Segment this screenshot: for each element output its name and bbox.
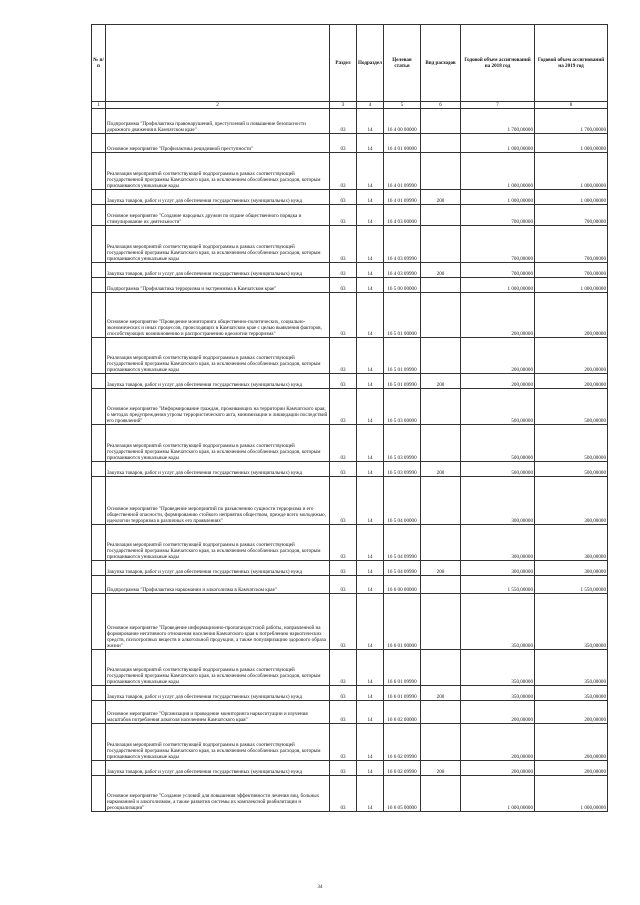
csr-cell: 16 5 03 00000 [384, 389, 421, 425]
name-cell: Реализация мероприятий соответствующей подпрограммы в рамках соответствующей государственной программы Камчатского края, за исключением обособленных расходов, которым присваиваются уникальные коды [106, 226, 330, 263]
podrazdel-cell: 14 [357, 389, 384, 425]
table-row [92, 776, 608, 812]
header-razdel: Раздел [330, 25, 357, 102]
amount-2018-cell: 200,00000 [461, 701, 535, 724]
name-cell: Закупка товаров, работ и услуг для обеспечения государственных (муниципальных) нужд [106, 190, 330, 205]
podrazdel-cell: 14 [357, 724, 384, 761]
name-cell: Подпрограмма "Профилактика терроризма и экстремизма в Камчатском крае" [106, 278, 330, 293]
name-cell: Основное мероприятие "Проведение мероприятий по разъяснению сущности терроризма и его общественной опасности, формированию стойкого неприятия обществом, прежде всего молодежью, идеологии терроризма в различных его проявлениях" [106, 477, 330, 525]
podrazdel-cell: 14 [357, 701, 384, 724]
name-cell: Основное мероприятие "Создание условий для повышения эффективности лечения лиц, больных наркоманией и алкоголизмом, а также развития системы их комплексной реабилитации и ресоциализации" [106, 776, 330, 812]
razdel-cell: 03 [330, 561, 357, 576]
vr-cell [421, 776, 461, 812]
table-row [92, 701, 608, 724]
table-row [92, 477, 608, 525]
podrazdel-cell: 14 [357, 650, 384, 686]
podrazdel-cell: 14 [357, 462, 384, 477]
podrazdel-cell: 14 [357, 190, 384, 205]
amount-2018-cell: 300,00000 [461, 477, 535, 525]
vr-cell [421, 109, 461, 134]
name-cell: Реализация мероприятий соответствующей подпрограммы в рамках соответствующей государственной программы Камчатского края, за исключением обособленных расходов, которым присваиваются уникальные коды [106, 650, 330, 686]
razdel-cell: 03 [330, 226, 357, 263]
podrazdel-cell: 14 [357, 477, 384, 525]
amount-2019-cell: 350,00000 [535, 650, 608, 686]
podrazdel-cell: 14 [357, 205, 384, 226]
csr-cell: 16 5 01 00000 [384, 293, 421, 338]
header-vr: Вид расходов [421, 25, 461, 102]
amount-2018-cell: 500,00000 [461, 425, 535, 462]
amount-2018-cell: 200,00000 [461, 338, 535, 374]
csr-cell: 16 4 03 09990 [384, 263, 421, 278]
num-cell [92, 525, 106, 561]
csr-cell: 16 6 02 00000 [384, 701, 421, 724]
razdel-cell: 03 [330, 462, 357, 477]
table-row [92, 153, 608, 190]
num-cell [92, 761, 106, 776]
amount-2019-cell: 700,00000 [535, 226, 608, 263]
vr-cell: 200 [421, 761, 461, 776]
vr-cell [421, 650, 461, 686]
csr-cell: 16 6 02 09990 [384, 761, 421, 776]
csr-cell: 16 5 03 09990 [384, 425, 421, 462]
num-cell [92, 226, 106, 263]
podrazdel-cell: 14 [357, 761, 384, 776]
num-cell [92, 109, 106, 134]
table-row [92, 650, 608, 686]
razdel-cell: 03 [330, 278, 357, 293]
vr-cell: 200 [421, 686, 461, 701]
amount-2019-cell: 200,00000 [535, 338, 608, 374]
name-cell: Реализация мероприятий соответствующей подпрограммы в рамках соответствующей государственной программы Камчатского края, за исключением обособленных расходов, которым присваиваются уникальные коды [106, 338, 330, 374]
num-cell [92, 594, 106, 650]
csr-cell: 16 4 01 00000 [384, 134, 421, 153]
amount-2018-cell: 1 700,00000 [461, 109, 535, 134]
num-cell [92, 338, 106, 374]
table-row [92, 205, 608, 226]
column-number: 6 [421, 102, 461, 109]
csr-cell: 16 6 00 00000 [384, 576, 421, 594]
header-csr: Целевая статья [384, 25, 421, 102]
amount-2019-cell: 200,00000 [535, 724, 608, 761]
podrazdel-cell: 14 [357, 525, 384, 561]
vr-cell [421, 425, 461, 462]
amount-2018-cell: 350,00000 [461, 686, 535, 701]
column-number: 5 [384, 102, 421, 109]
name-cell: Закупка товаров, работ и услуг для обеспечения государственных (муниципальных) нужд [106, 561, 330, 576]
razdel-cell: 03 [330, 374, 357, 389]
name-cell: Закупка товаров, работ и услуг для обеспечения государственных (муниципальных) нужд [106, 686, 330, 701]
amount-2018-cell: 700,00000 [461, 205, 535, 226]
vr-cell: 200 [421, 190, 461, 205]
amount-2019-cell: 1 550,00000 [535, 576, 608, 594]
razdel-cell: 03 [330, 686, 357, 701]
num-cell [92, 701, 106, 724]
amount-2018-cell: 500,00000 [461, 462, 535, 477]
podrazdel-cell: 14 [357, 338, 384, 374]
podrazdel-cell: 14 [357, 263, 384, 278]
name-cell: Основное мероприятие "Профилактика рецидивной преступности" [106, 134, 330, 153]
amount-2018-cell: 350,00000 [461, 650, 535, 686]
name-cell: Основное мероприятие "Проведение информационно-пропагандистской работы, направленной на формирование негативного отношения населения Камчатского края к потреблению наркотических средств, психотропных веществ и алкогольной продукции, а также популяризацию здорового образа жизни" [106, 594, 330, 650]
razdel-cell: 03 [330, 263, 357, 278]
table-row [92, 594, 608, 650]
num-cell [92, 462, 106, 477]
vr-cell [421, 701, 461, 724]
table-row [92, 278, 608, 293]
vr-cell [421, 205, 461, 226]
vr-cell: 200 [421, 374, 461, 389]
podrazdel-cell: 14 [357, 561, 384, 576]
vr-cell [421, 594, 461, 650]
csr-cell: 16 6 01 09990 [384, 650, 421, 686]
amount-2019-cell: 1 000,00000 [535, 134, 608, 153]
razdel-cell: 03 [330, 190, 357, 205]
num-cell [92, 561, 106, 576]
vr-cell [421, 226, 461, 263]
csr-cell: 16 4 03 09990 [384, 226, 421, 263]
amount-2019-cell: 1 000,00000 [535, 776, 608, 812]
header-row [92, 25, 608, 102]
razdel-cell: 03 [330, 389, 357, 425]
num-cell [92, 205, 106, 226]
csr-cell: 16 4 03 00000 [384, 205, 421, 226]
budget-table [91, 24, 608, 812]
amount-2018-cell: 700,00000 [461, 226, 535, 263]
razdel-cell: 03 [330, 153, 357, 190]
table-row [92, 374, 608, 389]
name-cell: Реализация мероприятий соответствующей подпрограммы в рамках соответствующей государственной программы Камчатского края, за исключением обособленных расходов, которым присваиваются уникальные коды [106, 724, 330, 761]
amount-2018-cell: 1 550,00000 [461, 576, 535, 594]
name-cell: Основное мероприятие "Информирование граждан, проживающих на территории Камчатского края, о методах предупреждения угрозы террористического акта, минимизации и ликвидации последствий его проявлений" [106, 389, 330, 425]
amount-2019-cell: 200,00000 [535, 293, 608, 338]
table-row [92, 525, 608, 561]
amount-2019-cell: 200,00000 [535, 374, 608, 389]
vr-cell [421, 153, 461, 190]
name-cell: Реализация мероприятий соответствующей подпрограммы в рамках соответствующей государственной программы Камчатского края, за исключением обособленных расходов, которым присваиваются уникальные коды [106, 153, 330, 190]
name-cell: Основное мероприятие "Организация и проведение мониторинга наркоситуации и изучения масштабов потребления алкоголя населением Камчатского края" [106, 701, 330, 724]
num-cell [92, 278, 106, 293]
podrazdel-cell: 14 [357, 109, 384, 134]
amount-2019-cell: 500,00000 [535, 462, 608, 477]
razdel-cell: 03 [330, 525, 357, 561]
amount-2019-cell: 300,00000 [535, 561, 608, 576]
table-row [92, 389, 608, 425]
name-cell: Подпрограмма "Профилактика наркомании и алкоголизма в Камчатском крае" [106, 576, 330, 594]
name-cell: Закупка товаров, работ и услуг для обеспечения государственных (муниципальных) нужд [106, 761, 330, 776]
csr-cell: 16 5 04 00000 [384, 477, 421, 525]
num-cell [92, 477, 106, 525]
amount-2019-cell: 350,00000 [535, 686, 608, 701]
column-number: 4 [357, 102, 384, 109]
amount-2019-cell: 700,00000 [535, 263, 608, 278]
razdel-cell: 03 [330, 109, 357, 134]
amount-2018-cell: 200,00000 [461, 374, 535, 389]
column-number: 2 [106, 102, 330, 109]
amount-2018-cell: 300,00000 [461, 525, 535, 561]
csr-cell: 16 6 01 00000 [384, 594, 421, 650]
csr-cell: 16 4 00 00000 [384, 109, 421, 134]
name-cell: Реализация мероприятий соответствующей подпрограммы в рамках соответствующей государственной программы Камчатского края, за исключением обособленных расходов, которым присваиваются уникальные коды [106, 525, 330, 561]
amount-2019-cell: 500,00000 [535, 425, 608, 462]
podrazdel-cell: 14 [357, 134, 384, 153]
vr-cell: 200 [421, 462, 461, 477]
podrazdel-cell: 14 [357, 576, 384, 594]
razdel-cell: 03 [330, 134, 357, 153]
amount-2018-cell: 1 000,00000 [461, 776, 535, 812]
amount-2019-cell: 200,00000 [535, 701, 608, 724]
amount-2019-cell: 700,00000 [535, 205, 608, 226]
amount-2018-cell: 500,00000 [461, 389, 535, 425]
table-row [92, 686, 608, 701]
podrazdel-cell: 14 [357, 374, 384, 389]
table-body [92, 109, 608, 812]
column-number: 7 [461, 102, 535, 109]
amount-2019-cell: 1 000,00000 [535, 278, 608, 293]
amount-2019-cell: 1 700,00000 [535, 109, 608, 134]
razdel-cell: 03 [330, 761, 357, 776]
num-cell [92, 686, 106, 701]
amount-2018-cell: 1 000,00000 [461, 153, 535, 190]
razdel-cell: 03 [330, 576, 357, 594]
amount-2018-cell: 700,00000 [461, 263, 535, 278]
table-row [92, 338, 608, 374]
page-number: 34 [317, 885, 323, 890]
vr-cell [421, 477, 461, 525]
num-cell [92, 776, 106, 812]
num-cell [92, 374, 106, 389]
csr-cell: 16 5 04 09990 [384, 561, 421, 576]
amount-2018-cell: 200,00000 [461, 293, 535, 338]
csr-cell: 16 4 01 09990 [384, 153, 421, 190]
table-row [92, 226, 608, 263]
vr-cell [421, 389, 461, 425]
amount-2019-cell: 500,00000 [535, 389, 608, 425]
amount-2018-cell: 1 000,00000 [461, 278, 535, 293]
num-cell [92, 190, 106, 205]
razdel-cell: 03 [330, 205, 357, 226]
amount-2019-cell: 1 000,00000 [535, 190, 608, 205]
csr-cell: 16 5 03 09990 [384, 462, 421, 477]
csr-cell: 16 6 05 00000 [384, 776, 421, 812]
razdel-cell: 03 [330, 650, 357, 686]
num-cell [92, 724, 106, 761]
csr-cell: 16 5 00 00000 [384, 278, 421, 293]
vr-cell [421, 278, 461, 293]
num-cell [92, 576, 106, 594]
column-number: 3 [330, 102, 357, 109]
csr-cell: 16 6 01 09990 [384, 686, 421, 701]
table-row [92, 293, 608, 338]
razdel-cell: 03 [330, 724, 357, 761]
razdel-cell: 03 [330, 701, 357, 724]
amount-2018-cell: 350,00000 [461, 594, 535, 650]
razdel-cell: 03 [330, 594, 357, 650]
csr-cell: 16 4 01 09990 [384, 190, 421, 205]
razdel-cell: 03 [330, 776, 357, 812]
name-cell: Основное мероприятие "Проведение мониторинга общественно-политических, социально-экономических и иных процессов, происходящих в Камчатском крае с целью выявления факторов, способствующих возникновению и распространению идеологии терроризма" [106, 293, 330, 338]
amount-2019-cell: 1 000,00000 [535, 153, 608, 190]
vr-cell [421, 724, 461, 761]
num-cell [92, 293, 106, 338]
razdel-cell: 03 [330, 425, 357, 462]
name-cell: Закупка товаров, работ и услуг для обеспечения государственных (муниципальных) нужд [106, 263, 330, 278]
table-row [92, 576, 608, 594]
table-row [92, 561, 608, 576]
table-row [92, 109, 608, 134]
vr-cell [421, 293, 461, 338]
table-row [92, 761, 608, 776]
vr-cell [421, 134, 461, 153]
amount-2018-cell: 200,00000 [461, 761, 535, 776]
vr-cell [421, 576, 461, 594]
table-row [92, 425, 608, 462]
name-cell: Закупка товаров, работ и услуг для обеспечения государственных (муниципальных) нужд [106, 462, 330, 477]
podrazdel-cell: 14 [357, 293, 384, 338]
podrazdel-cell: 14 [357, 776, 384, 812]
num-cell [92, 389, 106, 425]
amount-2019-cell: 300,00000 [535, 477, 608, 525]
num-cell [92, 425, 106, 462]
header-2019: Годовой объем ассигнований на 2019 год [535, 25, 608, 102]
num-cell [92, 153, 106, 190]
csr-cell: 16 5 04 09990 [384, 525, 421, 561]
podrazdel-cell: 14 [357, 278, 384, 293]
razdel-cell: 03 [330, 338, 357, 374]
amount-2019-cell: 200,00000 [535, 761, 608, 776]
table-row [92, 462, 608, 477]
header-name [106, 25, 330, 102]
num-cell [92, 134, 106, 153]
csr-cell: 16 5 01 09990 [384, 374, 421, 389]
name-cell: Подпрограмма "Профилактика правонарушений, преступлений и повышение безопасности дорожного движения в Камчатском крае" [106, 109, 330, 134]
vr-cell [421, 525, 461, 561]
podrazdel-cell: 14 [357, 686, 384, 701]
table-row [92, 263, 608, 278]
amount-2018-cell: 1 000,00000 [461, 190, 535, 205]
amount-2018-cell: 300,00000 [461, 561, 535, 576]
csr-cell: 16 5 01 09990 [384, 338, 421, 374]
amount-2018-cell: 200,00000 [461, 724, 535, 761]
table-row [92, 724, 608, 761]
amount-2019-cell: 300,00000 [535, 525, 608, 561]
csr-cell: 16 6 02 09990 [384, 724, 421, 761]
header-podrazdel: Подраздел [357, 25, 384, 102]
column-number: 8 [535, 102, 608, 109]
podrazdel-cell: 14 [357, 153, 384, 190]
table-row [92, 190, 608, 205]
vr-cell [421, 338, 461, 374]
name-cell: Реализация мероприятий соответствующей подпрограммы в рамках соответствующей государственной программы Камчатского края, за исключением обособленных расходов, которым присваиваются уникальные коды [106, 425, 330, 462]
name-cell: Закупка товаров, работ и услуг для обеспечения государственных (муниципальных) нужд [106, 374, 330, 389]
header-num: № п/п [92, 25, 106, 102]
column-number-row [92, 102, 608, 109]
num-cell [92, 650, 106, 686]
column-number: 1 [92, 102, 106, 109]
table-row [92, 134, 608, 153]
razdel-cell: 03 [330, 293, 357, 338]
podrazdel-cell: 14 [357, 425, 384, 462]
header-2018: Годовой объем ассигнований на 2018 год [461, 25, 535, 102]
num-cell [92, 263, 106, 278]
vr-cell: 200 [421, 561, 461, 576]
vr-cell: 200 [421, 263, 461, 278]
podrazdel-cell: 14 [357, 226, 384, 263]
name-cell: Основное мероприятие "Создание народных дружин по охране общественного порядка и стимулирование их деятельности" [106, 205, 330, 226]
podrazdel-cell: 14 [357, 594, 384, 650]
amount-2019-cell: 350,00000 [535, 594, 608, 650]
razdel-cell: 03 [330, 477, 357, 525]
amount-2018-cell: 1 000,00000 [461, 134, 535, 153]
